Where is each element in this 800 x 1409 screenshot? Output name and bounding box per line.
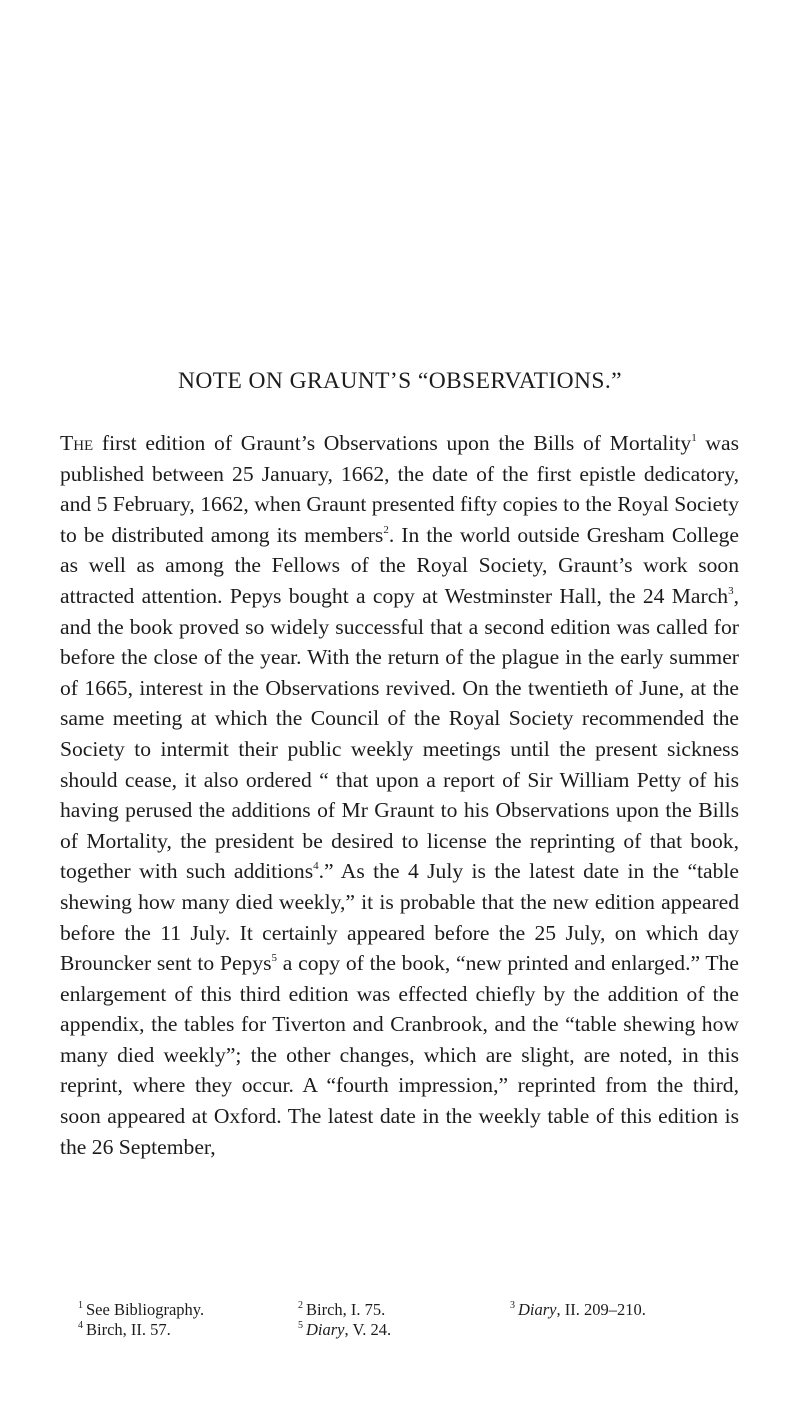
footnote-1: $^1$ See Bibliography. (78, 1300, 205, 1319)
first-word: The (60, 431, 94, 455)
body-paragraph (60, 428, 739, 1162)
footnote-row (78, 1300, 740, 1320)
footnote-ref-4: 4 (313, 860, 319, 873)
paragraph-text: The first edition of Graunt’s Observations upon the Bills of Mortality$^1$ was published between 25 January, 1662, the date of the first epistle dedicatory, and 5 February, 1662, when Graunt presented fifty copies to the Royal Society to be distributed among its members$^2$. In the world outside Gresham College as well as among the Fellows of the Royal Society, Graunt’s work soon attracted attention. Pepys bought a copy at Westminster Hall, the 24 March$^3$, and the book proved so widely successful that a second edition was called for before the close of the year. With the return of the plague in the early summer of 1665, interest in the Observations revived. On the twentieth of June, at the same meeting at which the Council of the Royal Society recommended the Society to intermit their public weekly meetings until the present sickness should cease, it also ordered “ that upon a report of Sir William Petty of his having perused the additions of Mr Graunt to his Observations upon the Bills of Mortality, the president be desired to license the reprinting of that book, together with such additions$^4$.” As the 4 July is the latest date in the “table shewing how many died weekly,” it is probable that the new edition appeared before the 11 July. It certainly appeared before the 25 July, on which day Brouncker sent to Pepys$^5$ a copy of the book, “new printed and enlarged.” The enlargement of this third edition was effected chiefly by the addition of the appendix, the tables for Tiverton and Cranbrook, and the “table shewing how many died weekly”; the other changes, which are slight, are noted, in this reprint, where they occur. A “fourth impression,” reprinted from the third, soon appeared at Oxford. The latest date in the weekly table of this edition is the 26 September, (60, 431, 739, 1159)
footnote-ref-3: 3 (728, 584, 734, 597)
footnote-2: $^2$ Birch, I. 75. (298, 1300, 386, 1319)
footnote-3: $^3$ Diary, II. 209–210. (510, 1300, 646, 1319)
footnote-ref-2: 2 (383, 523, 389, 536)
footnote-ref-5: 5 (271, 952, 278, 965)
footnote-row (78, 1320, 740, 1340)
footnote-4: $^4$ Birch, II. 57. (78, 1320, 171, 1339)
footnote-5: $^5$ Diary, V. 24. (298, 1320, 392, 1339)
footnotes (78, 1300, 740, 1340)
page-title: NOTE ON GRAUNT’S “OBSERVATIONS.” (178, 368, 622, 394)
footnote-ref-1: 1 (691, 432, 697, 444)
